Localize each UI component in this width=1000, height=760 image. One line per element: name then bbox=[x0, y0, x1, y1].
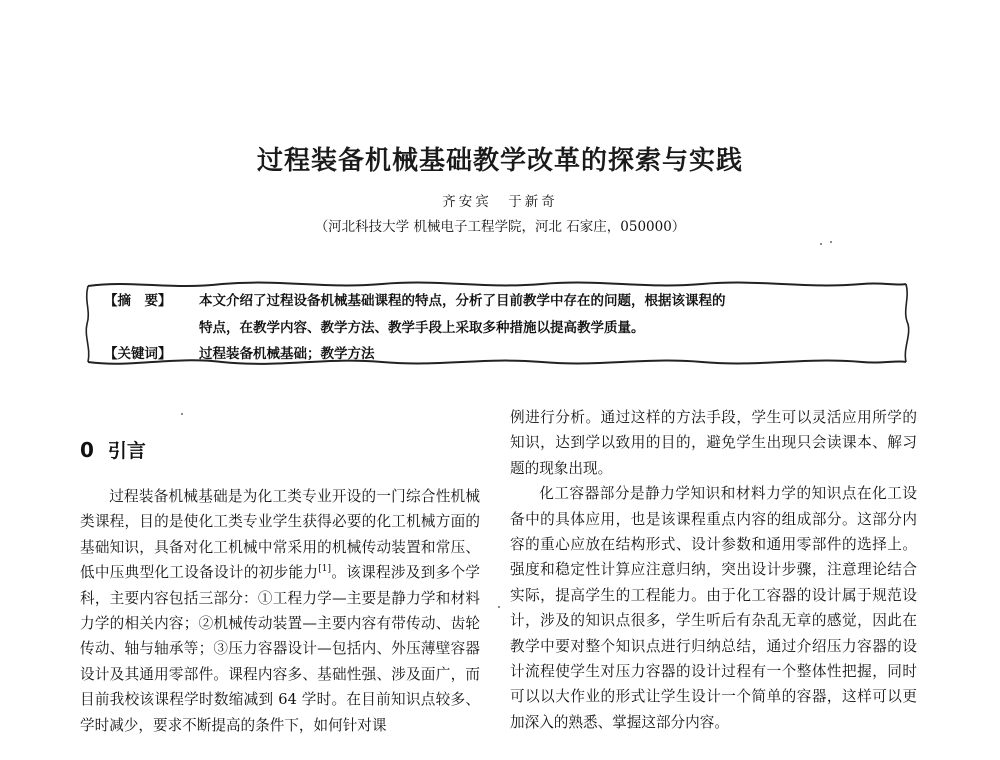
authors: 齐安宾 于新奇 bbox=[442, 194, 558, 210]
section-title: 引言 bbox=[107, 440, 146, 462]
abstract-box bbox=[82, 276, 912, 368]
keywords-label: 【关键词】 bbox=[104, 346, 172, 362]
scan-speck bbox=[498, 606, 500, 608]
abstract-text-1: 本文介绍了过程设备机械基础课程的特点，分析了目前教学中存在的问题，根据该课程的 bbox=[199, 293, 726, 309]
left-column bbox=[80, 484, 480, 738]
abstract-line-2 bbox=[199, 316, 645, 336]
body-paragraph: 例进行分析。通过这样的方法手段，学生可以灵活应用所学的知识，达到学以致用的目的，避免学生出现只会读课本、解习题的现象出现。 bbox=[510, 409, 917, 477]
scan-speck bbox=[820, 243, 822, 245]
section-heading bbox=[80, 436, 146, 463]
scan-speck bbox=[830, 241, 832, 243]
scan-speck bbox=[181, 413, 183, 415]
right-column bbox=[510, 405, 917, 735]
section-number: 0 bbox=[80, 438, 94, 462]
keywords-text: 过程装备机械基础；教学方法 bbox=[199, 346, 375, 362]
affiliation: （河北科技大学 机械电子工程学院，河北 石家庄，050000） bbox=[314, 219, 686, 235]
body-paragraph bbox=[80, 484, 480, 738]
abstract-label: 【摘 要】 bbox=[104, 293, 172, 309]
paper-title: 过程装备机械基础教学改革的探索与实践 bbox=[256, 146, 743, 176]
paragraph-text-continued: 。该课程涉及到多个学科，主要内容包括三部分：①工程力学—主要是静力学和材料力学的相关内容；②机械传动装置—主要内容有带传动、齿轮传动、轴与轴承等；③压力容器设计—包括内、外压薄壁容器设计及其通用零部件。课程内容多、基础性强、涉及面广，而目前我校该课程学时数缩减到 64 学时。在目前知识点较多、学时减少，要求不断提高的条件下，如何针对课 bbox=[80, 564, 480, 734]
body-paragraph: 化工容器部分是静力学知识和材料力学的知识点在化工设备中的具体应用，也是该课程重点内容的组成部分。这部分内容的重心应放在结构形式、设计参数和通用零部件的选择上。强度和稳定性计算应注意归纳，突出设计步骤，注意理论结合实际，提高学生的工程能力。由于化工容器的设计属于规范设计，涉及的知识点很多，学生听后有杂乱无章的感觉，因此在教学中要对整个知识点进行归纳总结，通过介绍压力容器的设计流程使学生对压力容器的设计过程有一个整体性把握，同时可以以大作业的形式让学生设计一个简单的容器，这样可以更加深入的熟悉、掌握这部分内容。 bbox=[510, 485, 917, 731]
abstract-text-2: 特点，在教学内容、教学方法、教学手段上采取多种措施以提高教学质量。 bbox=[199, 320, 645, 336]
citation-marker: [1] bbox=[318, 564, 332, 575]
abstract-line-1 bbox=[104, 289, 726, 309]
keywords-line bbox=[104, 342, 375, 362]
paragraph-text: 过程装备机械基础是为化工类专业开设的一门综合性机械类课程，目的是使化工类专业学生获得必要的化工机械方面的基础知识，具备对化工机械中常采用的机械传动装置和常压、低中压典型化工设备设计的初步能力 bbox=[80, 488, 480, 582]
